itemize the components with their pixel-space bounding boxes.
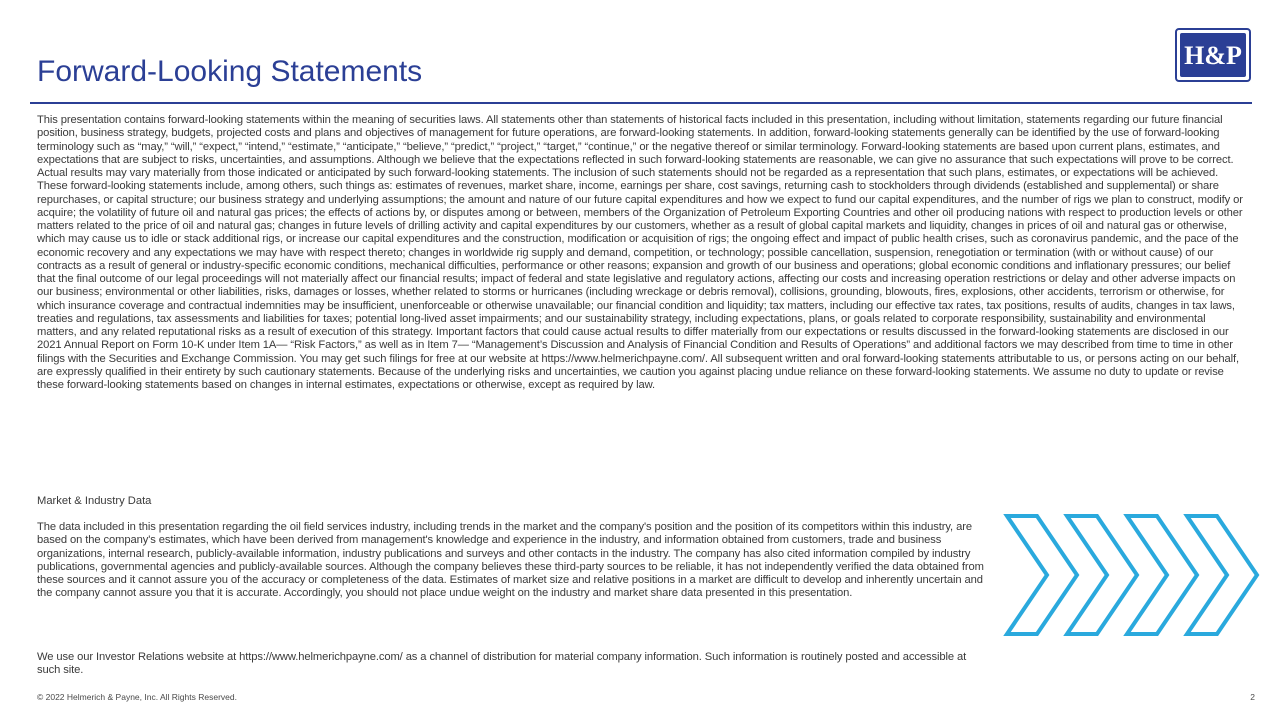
page-title: Forward-Looking Statements xyxy=(37,55,423,88)
logo-text: H&P xyxy=(1184,41,1242,70)
hp-logo xyxy=(1175,28,1251,82)
chevron-right-icon xyxy=(1007,516,1077,634)
title-divider xyxy=(30,102,1252,104)
market-heading: Market & Industry Data xyxy=(37,495,152,507)
footer-copyright: © 2022 Helmerich & Payne, Inc. All Rights Reserved. xyxy=(37,692,237,702)
chevron-decoration xyxy=(1003,512,1280,638)
page-number: 2 xyxy=(1250,692,1255,702)
investor-relations-paragraph: We use our Investor Relations website at https://www.helmerichpayne.com/ as a channel of distribution for material company information. Such information is routinely posted and accessible at such site. xyxy=(37,651,967,677)
market-paragraph: The data included in this presentation regarding the oil field services industry, including trends in the market and the company's position and the position of its competitors within this industry, are based on the company's estimates, which have been derived from management's knowledge and experience in the industry, and information obtained from customers, trade and business organizations, internal research, publicly-available information, industry publications and surveys and other contacts in the industry. The company has also cited information compiled by industry publications, governmental agencies and publicly-available sources. Although the company believes these third-party sources to be reliable, it has not independently verified the data obtained from these sources and it cannot assure you of the accuracy or completeness of the data. Estimates of market size and relative positions in a market are difficult to develop and inherently uncertain and the company cannot assure you that it is accurate. Accordingly, you should not place undue weight on the industry and market share data presented in this presentation. xyxy=(37,521,984,600)
forward-looking-paragraph: This presentation contains forward-looking statements within the meaning of securities laws. All statements other than statements of historical facts included in this presentation, including without limitation, statements regarding our future financial position, business strategy, budgets, projected costs and plans and objectives of management for future operations, are forward-looking statements. In addition, forward-looking statements generally can be identified by the use of forward-looking terminology such as “may,” “will,” “expect,” “intend,” “estimate,” “anticipate,” “believe,” “predict,” “project,” “target,” “continue,” or the negative thereof or similar terminology. Forward-looking statements are based upon current plans, estimates, and expectations that are subject to risks, uncertainties, and assumptions. Although we believe that the expectations reflected in such forward-looking statements are reasonable, we can give no assurance that such expectations will prove to be correct. Actual results may vary materially from those indicated or anticipated by such forward-looking statements. The inclusion of such statements should not be regarded as a representation that such plans, estimates, or expectations will be achieved. These forward-looking statements include, among others, such things as: estimates of revenues, market share, income, earnings per share, cost savings, returning cash to stockholders through dividends (established and supplemental) or share repurchases, or capital structure; our business strategy and underlying assumptions; the amount and nature of our future capital expenditures and how we expect to fund our capital expenditures, and the number of rigs we plan to construct, modify or acquire; the volatility of future oil and natural gas prices; the effects of actions by, or disputes among or between, members of the Organization of Petroleum Exporting Countries and other oil producing nations with respect to production levels or other matters related to the price of oil and natural gas; changes in future levels of drilling activity and capital expenditures by our customers, whether as a result of global capital markets and liquidity, changes in prices of oil and natural gas or otherwise, which may cause us to idle or stack additional rigs, or increase our capital expenditures and the construction, modification or acquisition of rigs; the ongoing effect and impact of public health crises, such as coronavirus pandemic, and the pace of the economic recovery and any expectations we may have with respect thereto; changes in worldwide rig supply and demand, competition, or technology; possible cancellation, suspension, renegotiation or termination (with or without cause) of our contracts as a result of general or industry-specific economic conditions, mechanical difficulties, performance or other reasons; expansion and growth of our business and operations; global economic conditions and inflationary pressures; our belief that the final outcome of our legal proceedings will not materially affect our financial results; impact of federal and state legislative and regulatory actions, affecting our costs and increasing operation restrictions or delay and other adverse impacts on our business; environmental or other liabilities, risks, damages or losses, whether related to storms or hurricanes (including wreckage or debris removal), collisions, grounding, blowouts, fires, explosions, other accidents, terrorism or otherwise, for which insurance coverage and contractual indemnities may be insufficient, unenforceable or otherwise unavailable; our financial condition and liquidity; tax matters, including our effective tax rates, tax positions, results of audits, changes in tax laws, treaties and regulations, tax assessments and liabilities for taxes; potential long-lived asset impairments; and our sustainability strategy, including expectations, plans, or goals related to corporate responsibility, sustainability and environmental matters, and any related reputational risks as a result of execution of this strategy. Important factors that could cause actual results to differ materially from our expectations or results discussed in the forward-looking statements are disclosed in our 2021 Annual Report on Form 10-K under Item 1A— “Risk Factors,” as well as in Item 7— “Management’s Discussion and Analysis of Financial Condition and Results of Operations” and additional factors we may described from time to time in other filings with the Securities and Exchange Commission. You may get such filings for free at our website at https://www.helmerichpayne.com/. All subsequent written and oral forward-looking statements attributable to us, or persons acting on our behalf, are expressly qualified in their entirety by such cautionary statements. Because of the underlying risks and uncertainties, we caution you against placing undue reliance on these forward-looking statements. We assume no duty to update or revise these forward-looking statements based on changes in internal estimates, expectations or otherwise, except as required by law. xyxy=(37,114,1243,391)
